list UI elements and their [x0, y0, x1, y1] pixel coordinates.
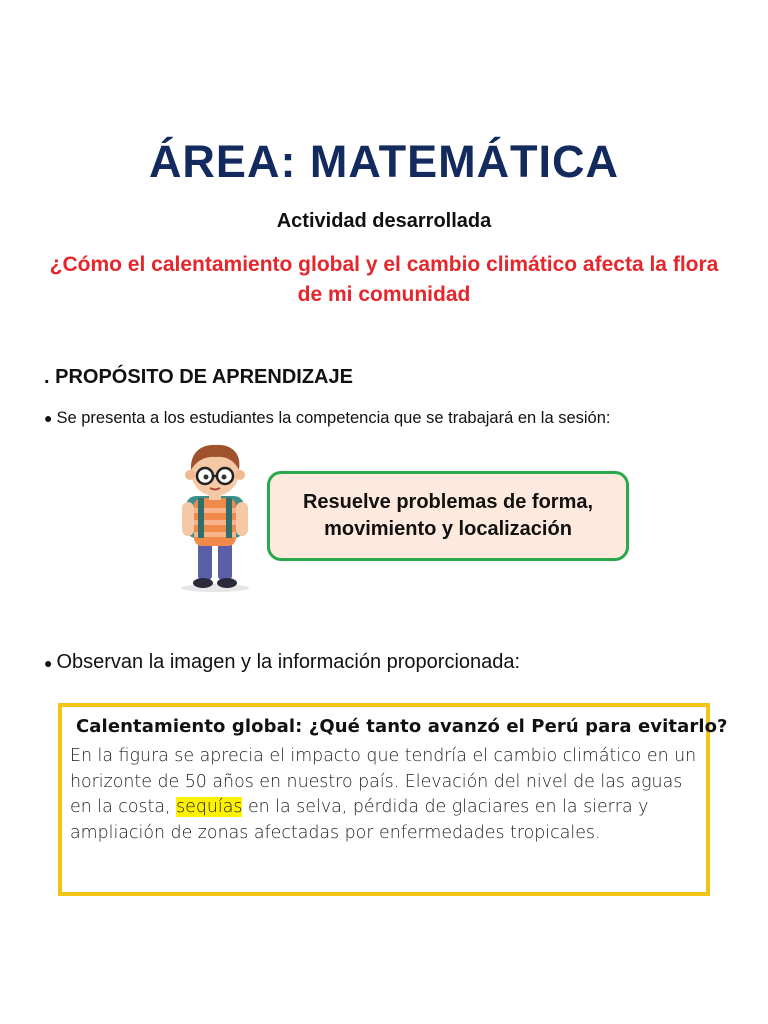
observe-text: Observan la imagen y la información proporcionada: [56, 651, 521, 673]
observe-bullet [44, 651, 520, 674]
info-body-text-end: en la selva, pérdida de glaciares en la sierra y ampliación de zonas afectadas por enfermedades tropicales. [70, 797, 649, 843]
purpose-bullet [44, 409, 610, 428]
bullet-dot-icon: ● [44, 655, 53, 671]
competency-box [267, 471, 629, 561]
activity-question: ¿Cómo el calentamiento global y el cambio climático afecta la flora de mi comunidad [49, 253, 719, 306]
info-box-title: Calentamiento global: ¿Qué tanto avanzó el Perú para evitarlo? [76, 716, 728, 737]
page-title: ÁREA: MATEMÁTICA [148, 136, 620, 187]
purpose-heading: . PROPÓSITO DE APRENDIZAJE [44, 366, 353, 388]
info-box [58, 703, 728, 896]
competency-text: Resuelve problemas de forma, movimiento y localización [302, 491, 594, 540]
student-character-illustration [170, 438, 260, 594]
purpose-intro-text: Se presenta a los estudiantes la competencia que se trabajará en la sesión: [56, 409, 611, 427]
student-character-icon [170, 438, 260, 594]
info-box-body [70, 744, 700, 846]
info-body-text: En la figura se aprecia el impacto que tendría el cambio climático en un horizonte de 50 años en nuestro país. Elevación del nivel de las aguas en la costa, [70, 746, 697, 817]
activity-subtitle: Actividad desarrollada [276, 210, 492, 232]
bullet-dot-icon: ● [44, 410, 53, 426]
highlighted-word: sequías [176, 797, 243, 817]
